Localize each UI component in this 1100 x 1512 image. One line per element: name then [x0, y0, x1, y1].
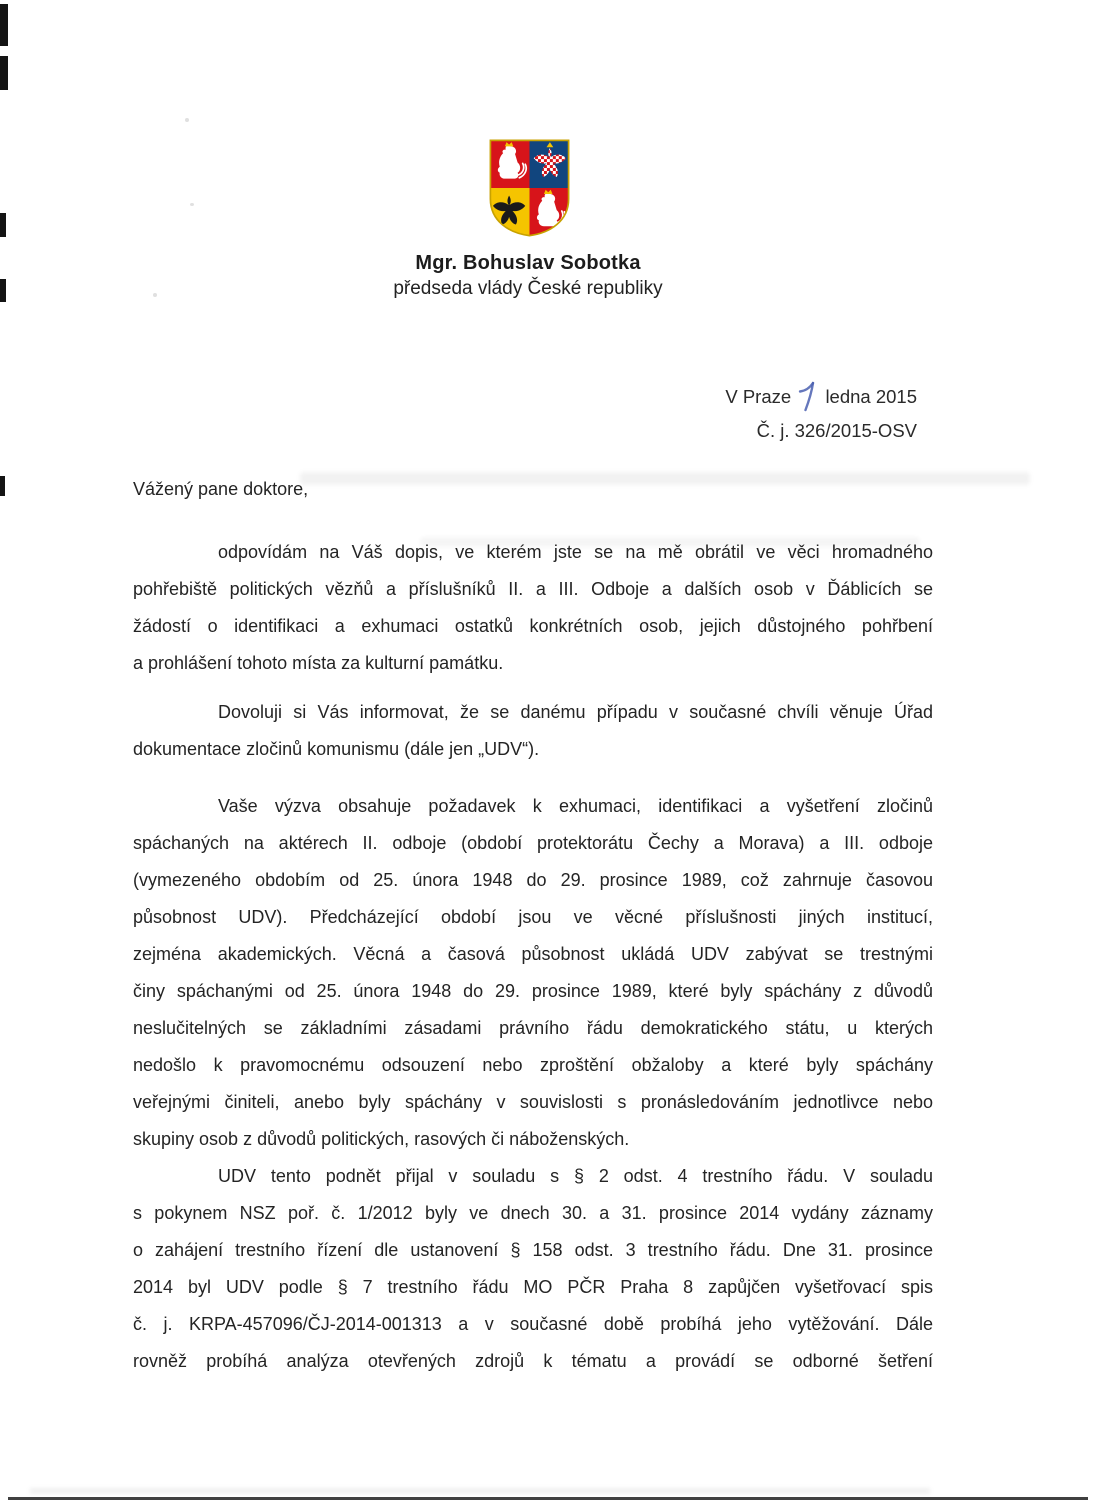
letter-line: neslučitelných se základními zásadami právního řádu demokratického státu, u kterých	[133, 1018, 933, 1038]
date-label: ledna 2015	[825, 386, 917, 407]
scan-ghost-streak	[420, 537, 920, 547]
letter-line: působnost UDV). Předcházející období jsou ve věcné příslušnosti jiných institucí,	[133, 907, 933, 927]
place-label: V Praze	[725, 386, 792, 407]
scan-edge-mark	[0, 56, 8, 90]
scan-smudge	[30, 1488, 930, 1494]
place-date-line	[725, 380, 917, 414]
sender-name: Mgr. Bohuslav Sobotka	[415, 252, 641, 274]
letter-line: skupiny osob z důvodů politických, rasových či náboženských.	[133, 1129, 630, 1149]
scan-edge-mark	[0, 4, 8, 46]
letter-line: Dovoluji si Vás informovat, že se danému případu v současné chvíli věnuje Úřad	[218, 702, 933, 722]
letter-line: spáchaných na aktérech II. odboje (období protektorátu Čechy a Morava) a III. odboje	[133, 833, 933, 853]
letter-line: 2014 byl UDV podle § 7 trestního řádu MO PČR Praha 8 zapůjčen vyšetřovací spis	[133, 1277, 933, 1297]
letter-paragraph	[133, 534, 933, 682]
sender-title: předseda vlády České republiky	[393, 278, 663, 299]
letter-line: rovněž probíhá analýza otevřených zdrojů k tématu a provádí se odborné šetření	[133, 1351, 933, 1371]
letter-line: nedošlo k pravomocnému odsouzení nebo zproštění obžaloby a které byly spáchány	[133, 1055, 933, 1075]
letter-line: UDV tento podnět přijal v souladu s § 2 odst. 4 trestního řádu. V souladu	[218, 1166, 933, 1186]
letter-paragraph	[133, 1158, 933, 1380]
handwritten-day-ink-icon	[797, 380, 819, 412]
letter-line: žádostí o identifikaci a exhumaci ostatků konkrétních osob, jejich důstojného pohřbení	[133, 616, 933, 636]
scan-edge-mark	[0, 476, 5, 496]
czech-coat-of-arms-icon	[487, 136, 572, 240]
scan-edge-line	[8, 1497, 1088, 1500]
letter-line: č. j. KRPA-457096/ČJ-2014-001313 a v současné době probíhá jeho vytěžování. Dále	[133, 1314, 933, 1334]
letter-line: s pokynem NSZ poř. č. 1/2012 byly ve dnech 30. a 31. prosince 2014 vydány záznamy	[133, 1203, 933, 1223]
letter-line: Vaše výzva obsahuje požadavek k exhumaci, identifikaci a vyšetření zločinů	[218, 796, 933, 816]
letter-line: a prohlášení tohoto místa za kulturní památku.	[133, 653, 504, 673]
letter-line: pohřebiště politických vězňů a příslušníků II. a III. Odboje a dalších osob v Ďáblicích se	[133, 579, 933, 599]
letter-line: zejména akademických. Věcná a časová působnost ukládá UDV zabývat se trestnými	[133, 944, 933, 964]
letter-paragraph	[133, 694, 933, 768]
scan-speck	[185, 118, 189, 122]
scan-edge-mark	[0, 279, 6, 302]
letter-line: odpovídám na Váš dopis, ve kterém jste se na mě obrátil ve věci hromadného	[218, 542, 933, 562]
date-reference-block	[725, 380, 917, 448]
scan-speck	[190, 203, 194, 206]
letter-line: veřejnými činiteli, anebo byly spáchány v souvislosti s pronásledováním jednotlivce nebo	[133, 1092, 933, 1112]
letter-line: činy spáchanými od 25. února 1948 do 29. prosince 1989, které byly spáchány z důvodů	[133, 981, 933, 1001]
letter-line: (vymezeného obdobím od 25. února 1948 do 29. prosince 1989, což zahrnuje časovou	[133, 870, 933, 890]
reference-number: Č. j. 326/2015-OSV	[756, 420, 917, 442]
letter-line: dokumentace zločinů komunismu (dále jen „UDV“).	[133, 739, 540, 759]
scan-speck	[153, 293, 157, 297]
letter-line: o zahájení trestního řízení dle ustanovení § 158 odst. 3 trestního řádu. Dne 31. prosince	[133, 1240, 933, 1260]
scan-ghost-streak	[300, 472, 1030, 485]
scan-edge-mark	[0, 213, 6, 237]
letter-paragraph	[133, 788, 933, 1158]
salutation: Vážený pane doktore,	[133, 479, 309, 499]
